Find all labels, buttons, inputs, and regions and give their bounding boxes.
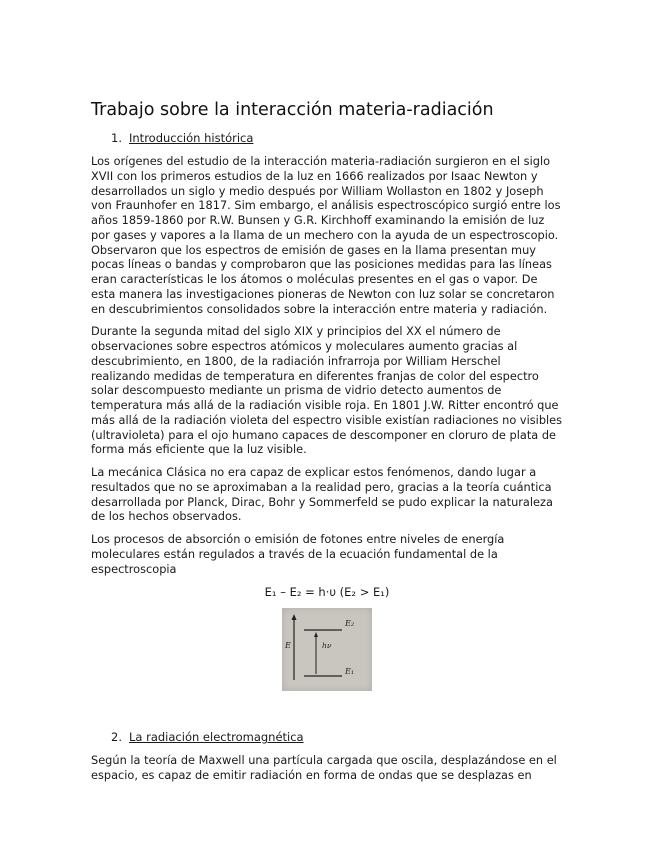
energy-axis-label: E: [285, 641, 291, 651]
document-title: Trabajo sobre la interacción materia-radiación: [91, 100, 494, 120]
document-page: [91, 98, 563, 791]
paragraph-19th-century: Durante la segunda mitad del siglo XIX y principios del XX el número de observaciones sobre espectros atómicos y moleculares aumento gracias al descubrimiento, en 1800, de la radiación infrarroja por William Herschel realizando medidas de temperatura en diferentes franjas de color del espectro solar descompuesto mediante un prisma de vidrio detecto aumentos de temperatura más allá de la radiación visible roja. En 1801 J.W. Ritter encontró que más allá de la radiación violeta del espectro visible existían radiaciones no visibles (ultravioleta) para el ojo humano capaces de descomponer en cloruro de plata de forma más eficiente que la luz visible.: [91, 324, 563, 457]
lower-level-label: E₁: [345, 667, 355, 677]
paragraph-maxwell: Según la teoría de Maxwell una partícula cargada que oscila, desplazándose en el espacio, es capaz de emitir radiación en forma de ondas que se desplazas en: [91, 753, 557, 782]
section-heading-1: [91, 130, 563, 146]
paragraph-absorption-emission: Los procesos de absorción o emisión de fotones entre niveles de energía moleculares están regulados a través de la ecuación fundamental de la espectroscopia: [91, 532, 505, 576]
energy-axis-arrowhead: [292, 614, 297, 620]
section-title: Introducción histórica: [129, 131, 254, 145]
paragraph-origins: Los orígenes del estudio de la interacción materia-radiación surgieron en el siglo XVII con los primeros estudios de la luz en 1666 realizados por Isaac Newton y desarrollados un siglo y medio después por William Wollaston en 1802 y Joseph von Fraunhofer en 1817. Sim embargo, el análisis espectroscópico surgió entre los años 1859-1860 por R.W. Bunsen y G.R. Kirchhoff examinando la emisión de luz por gases y vapores a la llama de un mechero con la ayuda de un espectroscopio. Observaron que los espectros de emisión de gases en la llama presentan muy pocas líneas o bandas y comprobaron que las posiciones medidas para las líneas eran características le los átomos o moléculas presentes en el gas o vapor. De esta manera las investigaciones pioneras de Newton con luz solar se concretaron en descubrimientos consolidados sobre la interacción entre materia y radiación.: [91, 154, 561, 316]
energy-level-svg: [282, 608, 372, 691]
figure-container: [91, 608, 563, 691]
transition-arrowhead: [314, 632, 318, 637]
section-number: 1.: [111, 131, 122, 145]
section-title: La radiación electromagnética: [129, 730, 304, 745]
paragraph-classical-mechanics: La mecánica Clásica no era capaz de explicar estos fenómenos, dando lugar a resultados que no se aproximaban a la realidad pero, gracias a la teoría cuántica desarrollada por Planck, Dirac, Bohr y Sommerfeld se pudo explicar la naturaleza de los hechos observados.: [91, 465, 553, 524]
energy-level-diagram: [282, 608, 372, 691]
spectroscopy-equation: E₁ – E₂ = h·υ (E₂ > E₁): [264, 585, 390, 600]
section-heading-2: [91, 729, 563, 745]
upper-level-label: E₂: [345, 619, 355, 629]
section-number: 2.: [111, 730, 122, 745]
photon-energy-label: hν: [322, 641, 332, 651]
